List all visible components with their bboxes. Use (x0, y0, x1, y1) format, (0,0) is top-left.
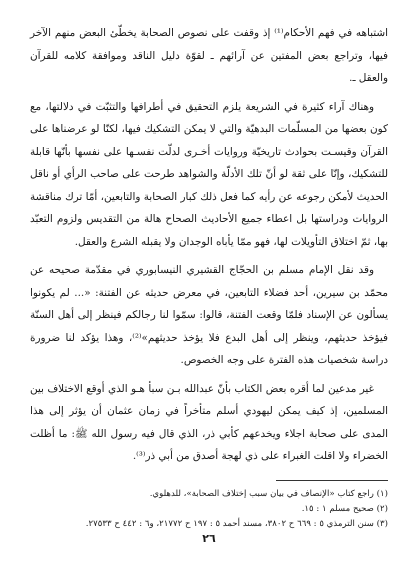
paragraph-4: غير مدعين لما أقره بعض الكتاب بأنّ عبدالله بـن سبأ هـو الذي أوقع الاختلاف بين المسلمين، إذ كيف يمكن ليهودي أسلم متأخراً في زمان عثمان أن يؤثر إلى هذا المدى على صحابة اجلاء ويخدعهم كأبي ذر، الذي قال فيه رسول الله ﷺ: ما أظلت الخضراء ولا اقلت الغبراء على ذي لهجة أصدق من أبي ذر⁽³⁾. (30, 382, 388, 462)
paragraph-3: وقد نقل الإمام مسلم بن الحجّاج القشيري النيسابوري في مقدّمة صحيحه عن محمّد بن سيرين، أحد فضلاء التابعين، في معرض حديثه عن الفتنة: «... لم يكونوا يسألون عن الإسناد فلمّا وقعت الفتنة، قالوا: سمّوا لنا رجالكم فينظر إلى أهل السنّة فيؤخذ حديثهم، وينظر إلى أهل البدع فلا يؤخذ حديثهم»⁽²⁾، وهذا يؤكد لنا ضرورة دراسة شخصيات هذه الفترة على وجه الخصوص. (30, 264, 388, 366)
footnote-2: (٢) صحيح مسلم ١ : ١٥. (301, 503, 388, 514)
footnote-3: (٣) سنن الترمذي ٥ : ٦٦٩ ح ٣٨٠٢، مسند أحمد ٥ : ١٩٧ ح ٢١٧٧٢، و٦ : ٤٤٢ ح ٢٧٥٣٣. (85, 518, 388, 529)
paragraph-1: اشتباهه في فهم الأحكام⁽¹⁾ إذ وقفت على نصوص الصحابة يخطّئ البعض منهم الآخر فيها، وتراجع بعض المفتين عن آرائهم ـ لقوّة دليل الناقد وموافقة كلامه للقرآن والعقل ـ. (30, 27, 389, 84)
page-number: ٢٦ (202, 532, 216, 545)
page-body (30, 22, 388, 532)
footnotes (30, 487, 388, 532)
footnote-separator (276, 480, 388, 481)
footnote-1: (١) راجع كتاب «الإنصاف في بيان سبب إختلاف الصحابة»، للدهلوي. (149, 488, 388, 499)
paragraph-2: وهناك آراء كثيرة في الشريعة يلزم التحقيق في أطرافها والتثبّت في دلالتها، مع كون بعضها من المسلّمات البدهيّة والتي لا يمكن التشكيك فيها، لكنّا لو عرضناها على القرآن وقيسـت بحوادث تاريخيّة وروايات أخـرى لدلّت نفسـها على نفسها بأنّها قابلة للتشكيك، وإنّا على ثقة لو أنّ تلك الأدلّة والشواهد طرحت على صاحب الرأي أو ناقل الحديث لأمكن رجوعه عن رأيه كما فعل ذلك كبار الصحابة والتابعين، أمّا ترك مناقشة الروايات ودراستها بل اعطاء جميع الأحاديث الصحاح هالة من التقديس ولزوم التعبّد بها، ثمّ اختلاق التأويلات لها، فهو ممّا يأباه الوجدان ولا يقبله الشرع والعقل. (30, 100, 388, 248)
